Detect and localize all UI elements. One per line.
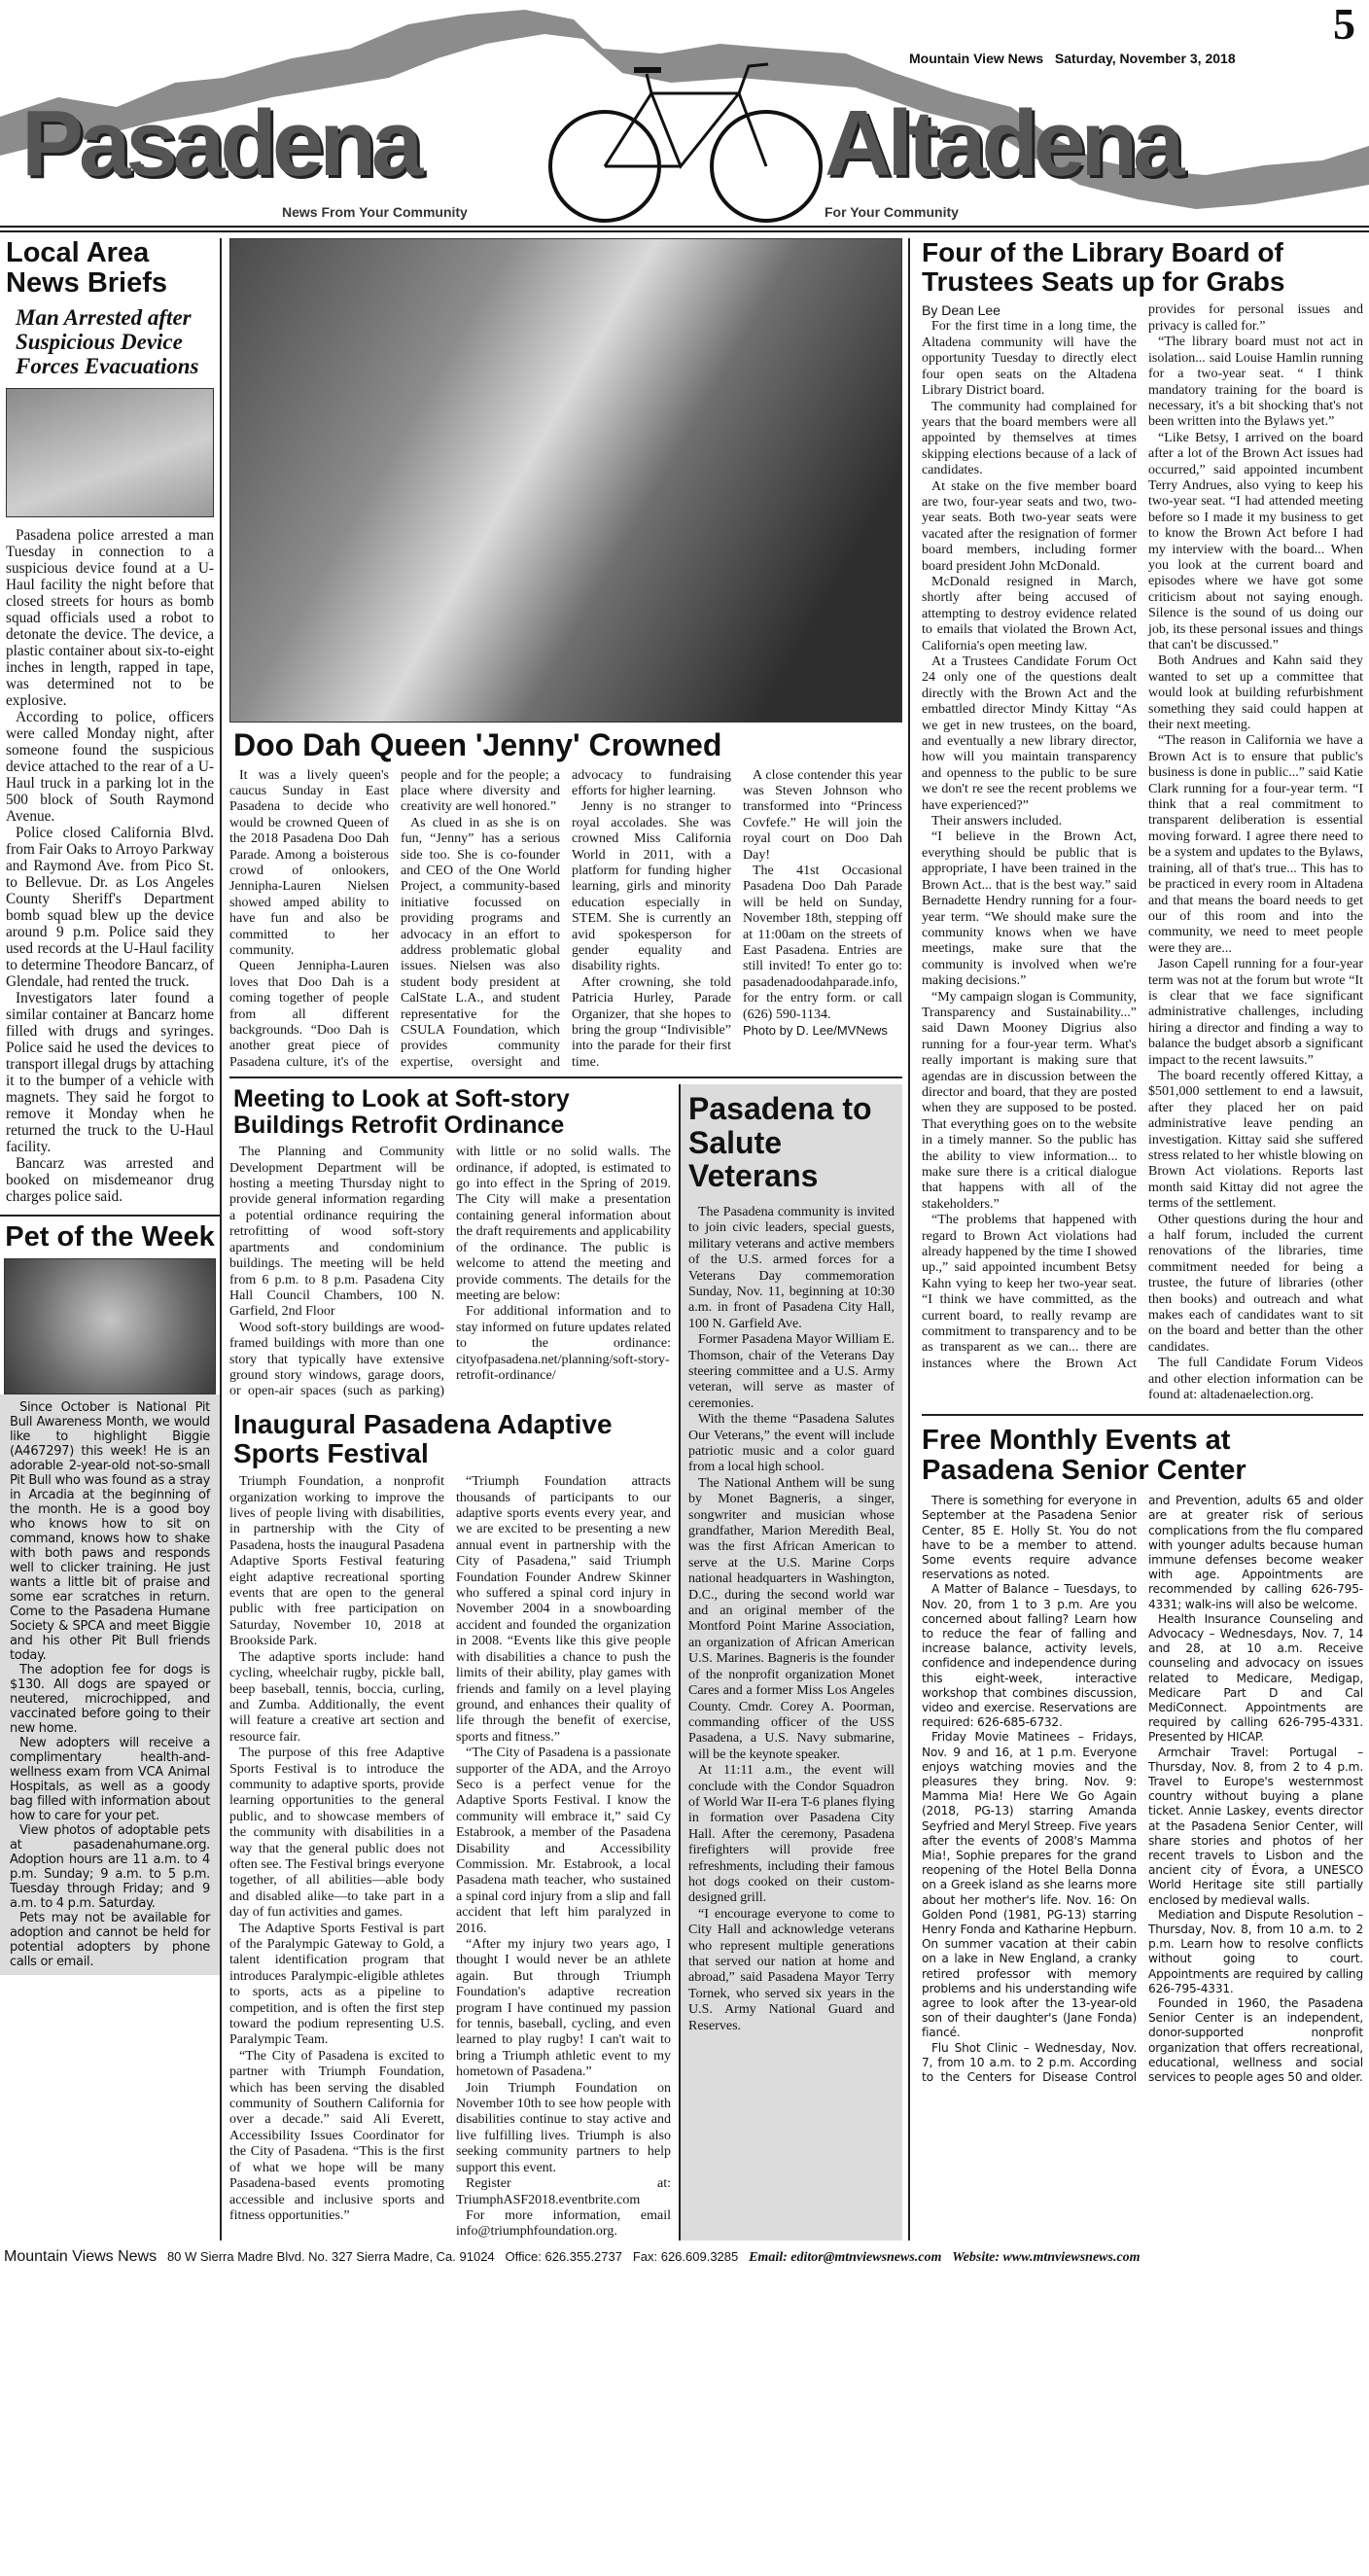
paragraph: The board recently offered Kittay, a $501,000 settlement to end a lawsuit, after they placed her on paid administrative leave pending an investigation. Kittay said she suffered stress related to her whistle blowing on Brown Act violations. Reports last month said Kittay did not agree the terms of the settlement.	[1148, 1068, 1363, 1212]
paragraph: “The reason in California we have a Brown Act is to ensure that public's business is done in public...” said Katie Clark running for a four-year term. “I think that a real commitment to transparent deliberation is essential moving forward. I agree there need to be a system and updates to the Bylaws, training, all of that's true... This has to be practiced in every room in Altadena and that means the board needs to get our of this room and into the community, we need to meet people were they are...	[1148, 733, 1363, 956]
paragraph: McDonald resigned in March, shortly after being accused of attempting to destroy evidence related to emails that violated the Brown Act, California's open meeting law.	[922, 574, 1137, 653]
paragraph: Both Andrues and Kahn said they wanted to set up a committee that would look at building refurbishment something they said could happen at their next meeting.	[1148, 653, 1363, 733]
issue-date: Saturday, November 3, 2018	[1054, 51, 1236, 66]
paragraph: “The City of Pasadena is excited to partner with Triumph Foundation, which has been serving the disabled community of Southern California for over a decade.” said Ali Everett, Accessibility Issues Coordinator for the City of Pasadena. “This is the first of what we hope will be many Pasadena-based events promoting accessible and inclusive sports and fitness opportunities.”	[229, 2048, 444, 2223]
paragraph: “Like Betsy, I arrived on the board after a lot of the Brown Act issues had occurred,” said appointed incumbent Terry Andrues, also vying to keep his two-year seat. “I had attended meeting before so I made it my business to get to know the Brown Act before I had my interview with the board... When you look at the current board and episodes where we have got some criticism about not saying enough. Silence is the sound of us doing our job, its these personal issues and things that can't be discussed.”	[1148, 430, 1363, 653]
lower-middle-row	[229, 1084, 902, 2240]
paragraph: “After my injury two years ago, I thought I would never be an athlete again. But through Triumph Foundation's adaptive recreation program I have continued my passion for tennis, baseball, cycling, and even learned to play rugby! I can't wait to bring a Triumph athletic event to my hometown of Pasadena.”	[456, 1937, 671, 2080]
veterans-body	[688, 1205, 895, 2034]
paragraph: Pasadena police arrested a man Tuesday in connection to a suspicious device found at a U-Haul facility the night before that closed streets for hours as bomb squad officials used a robot to detonate the device. The device, a plastic container about six-to-eight inches in length, rapped in tape, was determined not to be explosive.	[6, 526, 214, 709]
paragraph: Register at: TriumphASF2018.eventbrite.com	[456, 2176, 671, 2207]
right-column	[910, 238, 1369, 2241]
rule	[922, 1414, 1363, 1416]
middle-column	[222, 238, 910, 2241]
pet-body	[0, 1394, 220, 1975]
paragraph: The adoption fee for dogs is $130. All dogs are spayed or neutered, microchipped, and vaccinated before going to their new home.	[10, 1662, 210, 1736]
rule	[229, 1076, 902, 1078]
paragraph: Wood soft-story buildings are wood-framed buildings with more than one story that typically have extensive ground story windows, garage doors, or open-air spaces (such as parking) with little or no solid walls. The ordinance, if adopted, is estimated to go into effect in the Spring of 2019. The City will make a presentation containing general information about the draft requirements and applicability of the ordinance. The public is welcome to attend the meeting and provide comments. The details for the meeting are below:	[229, 1145, 671, 1399]
paragraph: Queen Jennipha-Lauren loves that Doo Dah is a coming together of people from all different backgrounds. “Doo Dah is another great piece of Pasadena culture, it's of the people and for the people; a place where diversity and creativity are well honored.”	[229, 767, 560, 1070]
paragraph: The National Anthem will be sung by Monet Bagneris, a singer, songwriter and musician whose grandfather, Marion Meredith Beal, was the first African American to serve at the U.S. Marine Corps national headquarters in Washington, D.C., during the second world war and an original member of the Montford Point Marine Association, an organization of African American U.S. Marines. Bagneris is the founder of the nonprofit organization Monet Cares and a former Miss Los Angeles County. Cmdr. Corey A. Poorman, commanding officer of the USS Pasadena, a U.S. Navy submarine, will be the keynote speaker.	[688, 1475, 895, 1762]
paragraph: For additional information and to stay informed on future updates related to the ordinance: cityofpasadena.net/planning/soft-story-retrofit-ordinance/	[456, 1304, 671, 1383]
footer-paper: Mountain Views News	[4, 2247, 158, 2265]
sports-body	[229, 1474, 671, 2241]
paragraph: A Matter of Balance – Tuesdays, to Nov. 20, from 1 to 3 p.m. Are you concerned about falling? Learn how to reduce the fear of falling and increase balance, activity levels, confidence and independence during this eight-week, interactive workshop that combines discussion, video and exercise. Reservations are required: 626-685-6732.	[922, 1582, 1137, 1730]
meeting-sports-column	[229, 1084, 679, 2240]
paragraph: Join Triumph Foundation on November 10th to see how people with disabilities continue to stay active and live fulfilling lives. Triumph is also seeking community partners to help support this event.	[456, 2080, 671, 2175]
paragraph: A close contender this year was Steven Johnson who transformed into “Princess Covfefe.” He will join the royal court on Doo Dah Day!	[743, 767, 902, 863]
paragraph: Since October is National Pit Bull Awareness Month, we would like to highlight Biggie (A467297) this week! He is an adorable 2-year-old not-so-small Pit Bull who was found as a stray in Arcadia at the beginning of the month. He is a good boy who knows how to sit on command, knows how to shake with both paws and responds well to clicker training. He just wants a little bit of praise and some ear scratches in return. Come to the Pasadena Humane Society & SPCA and meet Biggie and his other Pit Bull friends today.	[10, 1399, 210, 1663]
paragraph: Friday Movie Matinees – Fridays, Nov. 9 and 16, at 1 p.m. Everyone enjoys watching movies and the pleasures they bring. Nov. 9: Mamma Mia! Here We Go Again (2018, PG-13) starring Amanda Seyfried and Meryl Streep. Five years after the events of 2008's Mamma Mia!, Sophie prepares for the grand reopening of the Hotel Bella Donna on a Greek island as she learns more about her mother's life. Nov. 16: On Golden Pond (1981, PG-13) starring Henry Fonda and Katharine Hepburn. On summer vacation at their cabin on a lake in New England, a cranky retired professor with memory problems and his understanding wife agree to look after the 13-year-old son of their daughter's (Jane Fonda) fiancé.	[922, 1730, 1137, 2040]
paragraph: Flu Shot Clinic – Wednesday, Nov. 7, from 10 a.m. to 2 p.m. According to the Centers for Disease Control and Prevention, adults 65 and older are at greater risk of serious complications from the flu compared with younger adults because human immune defenses become weaker with age. Appointments are recommended by calling 626-795-4331; walk-ins will also be welcome.	[922, 1494, 1363, 2085]
paragraph: Jason Capell running for a four-year term was not at the forum but wrote “It is clear that we face significant administrative challenges, including hiring a director and finding a way to balance the budget absorb a significant impact to the recent lawsuits.”	[1148, 957, 1363, 1068]
pet-photo-biggie	[4, 1258, 216, 1394]
briefs-section-title: Local Area News Briefs	[6, 237, 168, 300]
paragraph: The Planning and Community Development Department will be hosting a meeting Thursday night to provide general information regarding a potential ordinance requiring the retrofitting of wood soft-story apartments and condominium buildings. The meeting will be held from 6 p.m. to 8 p.m. Pasadena City Hall Council Chambers, 100 N. Garfield, 2nd Floor	[229, 1145, 444, 1320]
veterans-box	[679, 1084, 902, 2240]
doo-dah-queen-photo	[229, 238, 902, 723]
senior-body	[922, 1494, 1363, 2085]
paragraph: Jenny is no stranger to royal accolades. She was crowned Miss California World in 2011, with a platform for funding higher learning, girls and minority education especially in STEM. She is currently an avid spokesperson for gender equality and disability rights.	[572, 799, 731, 974]
paragraph: The full Candidate Forum Videos and other election information can be found at: altadenaelection.org.	[1148, 1356, 1363, 1403]
paragraph: Founded in 1960, the Pasadena Senior Center is an independent, donor-supported nonprofit organization that offers recreational, educational, wellness and social services to people ages 50 and older.	[1148, 1996, 1363, 2085]
meeting-headline: Meeting to Look at Soft-story Buildings Retrofit Ordinance	[233, 1085, 570, 1140]
footer-address: 80 W Sierra Madre Blvd. No. 327 Sierra Madre, Ca. 91024	[166, 2248, 495, 2264]
paragraph: “The City of Pasadena is a passionate supporter of the ADA, and the Arroyo Seco is a perfect venue for the Adaptive Sports Festival. I know the community will embrace it,” said Cy Estabrook, a member of the Pasadena Disability and Accessibility Commission. Mr. Estabrook, a local Pasadena math teacher, who sustained a spinal cord injury from a slip and fall accident that left him paralyzed in 2016.	[456, 1746, 671, 1936]
suspicious-device-photo	[6, 388, 214, 517]
paragraph: Mediation and Dispute Resolution – Thursday, Nov. 8, from 10 a.m. to 2 p.m. Learn how to resolve conflicts without going to court. Appointments are required by calling 626-795-4331.	[1148, 1907, 1363, 1995]
paragraph: As clued in as she is on fun, “Jenny” has a serious side too. She is co-founder and CEO of the One World Project, a community-based initiative focussed on providing programs and advocacy in an effort to address problematic global issues. Nielsen was also student body president at CalState L.A., and student representative for the CSULA Foundation, which provides community expertise, oversight and advocacy to fundraising efforts for higher learning.	[401, 767, 731, 1070]
paragraph: The 41st Occasional Pasadena Doo Dah Parade will be held on Sunday, November 18th, stepping off at 11:00am on the streets of East Pasadena. Entries are still invited! To enter go to: pasadenadoodahparade.info, for the entry form. or call (626) 590-1134.	[743, 863, 902, 1022]
paragraph: For more information, email info@triumphfoundation.org.	[456, 2207, 671, 2240]
masthead-rule	[0, 226, 1369, 232]
paragraph: New adopters will receive a complimentary health-and-wellness exam from VCA Animal Hospitals, as well as a goody bag filled with information about how to care for your pet.	[10, 1735, 210, 1823]
paragraph: Armchair Travel: Portugal – Thursday, Nov. 8, from 2 to 4 p.m. Travel to Europe's westernmost country without buying a plane ticket. Annie Laskey, events director at the Pasadena Senior Center, will share stories and photos of her recent travels to Lisbon and the ancient city of Évora, a UNESCO World Heritage site still partially enclosed by medieval walls.	[1148, 1745, 1363, 1907]
paragraph: After crowning, she told Patricia Hurley, Parade Organizer, that she hopes to bring the group “Indivisible” into the parade for their first time.	[572, 974, 731, 1070]
paper-name: Mountain View News	[909, 51, 1044, 66]
footer	[0, 2241, 1369, 2272]
paragraph: At a Trustees Candidate Forum Oct 24 only one of the questions dealt directly with the Brown Act and the embattled director Mindy Kittay “As we get in new trustees, on the board, and eventually a new library director, how will you maintain transparency and openness to the public to be sure we don't re see the recent problems we have experienced?”	[922, 654, 1137, 813]
veterans-headline: Pasadena to Salute Veterans	[688, 1091, 872, 1194]
paragraph: Other questions during the hour and a half forum, included the current renovations of the libraries, time commitment needed for being a trustee, the future of libraries (other then books) and outreach and what makes each of candidates want to sit on the board and better than the other candidates.	[1148, 1212, 1363, 1355]
paragraph: The Adaptive Sports Festival is part of the Paralympic Gateway to Gold, a talent identification program that introduces Paralympic-eligible athletes to sports, acts as a pipeline to competition, and is often the first step toward the podium representing U.S. Paralympic Team.	[229, 1921, 444, 2048]
paragraph: The adaptive sports include: hand cycling, wheelchair rugby, pickle ball, beep baseball, tennis, boccia, curling, and Zumba. Additionally, the event will feature a creative art section and resource fair.	[229, 1649, 444, 1745]
bicycle-icon	[544, 54, 826, 225]
paragraph: “My campaign slogan is Community, Transparency and Sustainability...” said Dawn Mooney Digrius also running for a four-year term. What's really important is making sure that agendas are in discussion between the director and board, that they are posted when they are supposed to be posted. That everything goes on to the website in a timely manner. So the public has the ability to view information... to make sure there is a critical dialogue that happens with all of the stakeholders.”	[922, 989, 1137, 1212]
meeting-body	[229, 1145, 671, 1400]
left-column	[0, 238, 222, 2241]
paragraph: According to police, officers were called Monday night, after someone found the suspicious device attached to the rear of a U-Haul truck in a parking lot in the 500 block of South Raymond Avenue.	[6, 708, 214, 825]
footer-website[interactable]: Website: www.mtnviewsnews.com	[952, 2249, 1141, 2265]
pet-box	[0, 1215, 220, 1975]
byline: By Dean Lee	[922, 302, 1000, 319]
page-number: 5	[1333, 0, 1355, 49]
title-left: Pasadena	[21, 91, 419, 195]
doodah-headline: Doo Dah Queen 'Jenny' Crowned	[233, 727, 722, 762]
paragraph: There is something for everyone in September at the Pasadena Senior Center, 85 E. Holly St. You do not have to be a member to attend. Some events require advance reservations as noted.	[922, 1494, 1137, 1582]
masthead	[0, 0, 1369, 226]
paragraph: At 11:11 a.m., the event will conclude with the Condor Squadron of World War II-era T-6 planes flying in formation over Pasadena City Hall. After the ceremony, Pasadena firefighters will provide free refreshments, including their famous hot dogs cooked on their custom-designed grill.	[688, 1763, 895, 1906]
paragraph: Investigators later found a similar container at Bancarz home filled with drugs and syringes. Police said he used the devices to transport illegal drugs by attaching it to the bumper of a vehicle with magnets. They said he forgot to remove it Monday when he returned the truck to the U-Haul facility.	[6, 989, 214, 1155]
senior-headline: Free Monthly Events at Pasadena Senior Center	[922, 1424, 1246, 1486]
paragraph: Triumph Foundation, a nonprofit organization working to improve the lives of people living with disabilities, in partnership with the City of Pasadena, hosts the inaugural Pasadena Adaptive Sports Festival featuring eight adaptive recreational sporting events that are open to the general public with free participation on Saturday, November 10, 2018 at Brookside Park.	[229, 1474, 444, 1649]
library-headline: Four of the Library Board of Trustees Seats up for Grabs	[922, 237, 1285, 298]
title-right: Altadena	[825, 91, 1180, 195]
pet-title: Pet of the Week	[5, 1220, 215, 1253]
briefs-section	[0, 238, 220, 1205]
paragraph: Former Pasadena Mayor William E. Thomson, chair of the Veterans Day steering committee and a U.S. Army veteran, will serve as master of ceremonies.	[688, 1332, 895, 1411]
paragraph: Health Insurance Counseling and Advocacy – Wednesdays, Nov. 7, 14 and 28, at 10 a.m. Receive counseling and advocacy on issues related to Medicare, Medigap, Medicare Part D and Cal MediConnect. Appointments are required by calling 626-795-4331. Presented by HICAP.	[1148, 1611, 1363, 1745]
tagline-right: For Your Community	[825, 204, 959, 220]
paragraph: At stake on the five member board are two, four-year seats and two, two-year seats. Both two-year seats were vacated after the resignation of former board members, including former board president John McDonald.	[922, 478, 1137, 574]
paragraph: Their answers included.	[931, 814, 1063, 829]
paragraph: Pets may not be available for adoption and cannot be held for potential adopters by phone calls or email.	[10, 1910, 210, 1969]
dateline	[909, 51, 1236, 66]
paragraph: The community had complained for years that the board members were all appointed by themselves at times skipping elections because of a lack of candidates.	[922, 399, 1137, 478]
footer-email[interactable]: Email: editor@mtnviewsnews.com	[749, 2249, 942, 2265]
page-body	[0, 238, 1369, 2241]
paragraph: “I encourage everyone to come to City Hall and acknowledge veterans who represent multiple generations that served our nation at home and abroad,” said Pasadena Mayor Terry Tornek, who served six years in the U.S. Army National Guard and Reserves.	[688, 1906, 895, 2033]
footer-office: Office: 626.355.2737	[505, 2248, 622, 2264]
paragraph: “The problems that happened with regard to Brown Act violations had already happened by the time I showed up.,” said appointed incumbent Betsy Kahn vying to keep her two-year seat. “I think we have committed, as the current board, to really revamp are commitment to transparency and to be as transparent as we can... there are instances where the Brown Act provides for personal issues and privacy is called for.”	[922, 302, 1363, 1371]
briefs-headline: Man Arrested after Suspicious Device Forces Evacuations	[16, 304, 199, 378]
paragraph: “The library board must not act in isolation... said Louise Hamlin running for a two-year seat. “ I think mandatory training for the board is necessary, it's a bit shocking that's not been written into the Bylaws yet.”	[1148, 335, 1363, 430]
doodah-body	[229, 768, 902, 1072]
paragraph: View photos of adoptable pets at pasadenahumane.org. Adoption hours are 11 a.m. to 4 p.m. Sunday; 9 a.m. to 5 p.m. Tuesday through Friday; and 9 a.m. to 4 p.m. Saturday.	[10, 1822, 210, 1911]
sports-headline: Inaugural Pasadena Adaptive Sports Festival	[233, 1408, 613, 1468]
paragraph: The purpose of this free Adaptive Sports Festival is to introduce the community to adaptive sports, provide learning opportunities to the general public, and to showcase members of the community with disabilities in a way that the general public does not often see. The Festival brings everyone together, of all abilities—able body and disabled alike—to take part in a day of fun activities and games.	[229, 1746, 444, 1921]
library-paragraphs	[922, 302, 1363, 1403]
paragraph: Police closed California Blvd. from Fair Oaks to Arroyo Parkway and Raymond Ave. from Pico St. to Bellevue. Dr. as Los Angeles County Sheriff's Department bomb squad blew up the device around 9 p.m. Police said they used records at the U-Haul facility to determine Theodore Bancarz, of Glendale, had rented the truck.	[6, 824, 214, 990]
photo-credit: Photo by D. Lee/MVNews	[743, 1023, 888, 1039]
library-body	[922, 302, 1363, 1403]
footer-fax: Fax: 626.609.3285	[632, 2248, 739, 2264]
paragraph: With the theme “Pasadena Salutes Our Veterans,” the event will include patriotic music and a color guard from a local high school.	[688, 1412, 895, 1475]
paragraph: For the first time in a long time, the Altadena community will have the opportunity Tuesday to directly elect four open seats on the Altadena Library District board.	[922, 319, 1137, 399]
paragraph: It was a lively queen's caucus Sunday in East Pasadena to decide who would be crowned Queen of the 2018 Pasadena Doo Dah Parade. Among a boisterous crowd of onlookers, Jennipha-Lauren Nielsen showed amped ability to have fun and also be committed to her community.	[229, 767, 389, 959]
paragraph: The Pasadena community is invited to join civic leaders, special guests, military veterans and active members of the U.S. armed forces for a Veterans Day commemoration Sunday, Nov. 11, beginning at 10:30 a.m. in front of Pasadena City Hall, 100 N. Garfield Ave.	[688, 1204, 895, 1331]
paragraph: “Triumph Foundation attracts thousands of participants to our adaptive sports events every year, and we are excited to be presenting a new annual event in partnership with the City of Pasadena,” said Triumph Foundation Founder Andrew Skinner who suffered a spinal cord injury in November 2004 in a snowboarding accident and founded the organization in 2008. “Events like this give people with disabilities a chance to push the limits of their ability, play games with friends and family on a level playing ground, and enhances their quality of life through the benefit of exercise, sports and fitness.”	[456, 1474, 671, 1745]
tagline-left: News From Your Community	[282, 204, 468, 220]
paragraph: “I believe in the Brown Act, everything should be public that is appropriate, I have been trained in the Brown Act... that is the best way.” said Bernadette Hendry running for a four-year term. “We should make sure the community knows when we have meetings, make sure that the community is involved when we're making decisions.”	[922, 829, 1137, 989]
briefs-body	[6, 527, 214, 1205]
paragraph: Bancarz was arrested and booked on misdemeanor drug charges police said.	[6, 1154, 214, 1205]
